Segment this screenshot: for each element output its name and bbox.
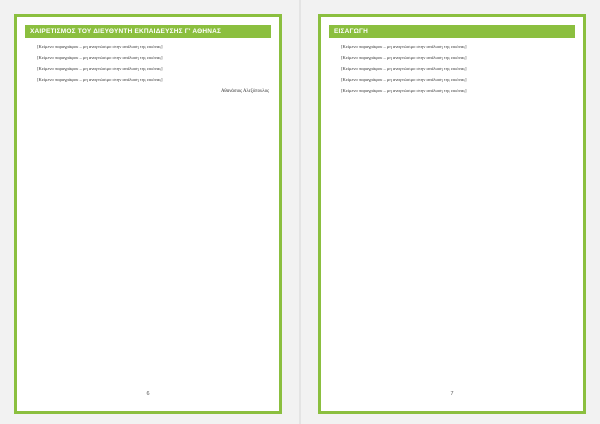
left-page (14, 14, 282, 414)
right-paragraph: [Κείμενο παραγράφου – μη αναγνώσιμο στην ανάλυση της εικόνας] (341, 55, 467, 61)
right-paragraph: [Κείμενο παραγράφου – μη αναγνώσιμο στην ανάλυση της εικόνας] (341, 44, 467, 49)
book-spine (299, 0, 301, 424)
right-page-body (331, 44, 573, 94)
signature: Αθανάσιος Αλεξόπουλος (220, 89, 269, 95)
left-page-body (27, 44, 269, 83)
left-paragraph: [Κείμενο παραγράφου – μη αναγνώσιμο στην ανάλυση της εικόνας] (37, 66, 163, 72)
right-page-number: 7 (450, 391, 454, 397)
right-paragraph: [Κείμενο παραγράφου – μη αναγνώσιμο στην ανάλυση της εικόνας] (341, 66, 467, 72)
right-paragraph: [Κείμενο παραγράφου – μη αναγνώσιμο στην ανάλυση της εικόνας] (341, 77, 467, 83)
left-paragraph: [Κείμενο παραγράφου – μη αναγνώσιμο στην ανάλυση της εικόνας] (37, 77, 163, 83)
left-paragraph: [Κείμενο παραγράφου – μη αναγνώσιμο στην ανάλυση της εικόνας] (37, 44, 163, 49)
left-page-number: 6 (146, 391, 150, 397)
left-page-header: ΧΑΙΡΕΤΙΣΜΟΣ ΤΟΥ ΔΙΕΥΘΥΝΤΗ ΕΚΠΑΙΔΕΥΣΗΣ Γ' ΑΘΗΝΑΣ (25, 25, 271, 38)
right-paragraph: [Κείμενο παραγράφου – μη αναγνώσιμο στην ανάλυση της εικόνας] (341, 88, 467, 94)
right-page-header: ΕΙΣΑΓΩΓΗ (329, 25, 575, 38)
right-page (318, 14, 586, 414)
left-paragraph: [Κείμενο παραγράφου – μη αναγνώσιμο στην ανάλυση της εικόνας] (37, 55, 163, 61)
